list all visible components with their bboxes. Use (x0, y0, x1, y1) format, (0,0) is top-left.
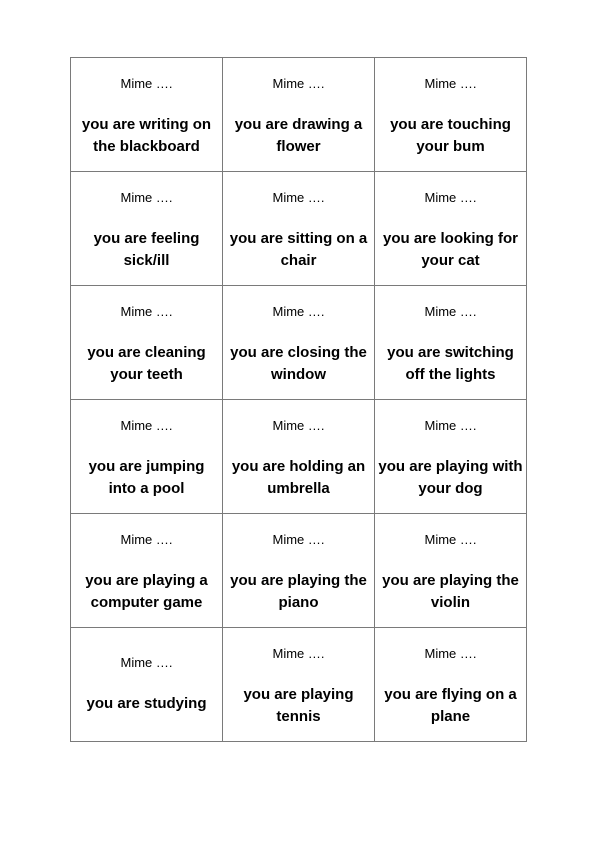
card-prefix: Mime …. (424, 418, 477, 433)
card-action: you are looking for your cat (382, 230, 518, 269)
mime-card (223, 400, 375, 514)
card-action: you are switching off the lights (387, 344, 514, 383)
mime-card (71, 58, 223, 172)
mime-card (223, 514, 375, 628)
mime-card (71, 628, 223, 742)
mime-card (223, 286, 375, 400)
mime-card (223, 58, 375, 172)
card-action: you are playing a computer game (85, 572, 208, 611)
card-action: you are cleaning your teeth (87, 344, 206, 383)
mime-card (71, 286, 223, 400)
card-action: you are writing on the blackboard (81, 116, 212, 155)
card-prefix: Mime …. (424, 646, 477, 661)
card-row (71, 514, 527, 628)
card-prefix: Mime …. (272, 532, 325, 547)
card-prefix: Mime …. (272, 418, 325, 433)
card-prefix: Mime …. (272, 646, 325, 661)
card-prefix: Mime …. (424, 76, 477, 91)
card-prefix: Mime …. (120, 532, 173, 547)
card-row (71, 172, 527, 286)
mime-card (71, 172, 223, 286)
card-action: you are sitting on a chair (229, 230, 368, 269)
card-action: you are playing the piano (230, 572, 367, 611)
mime-card (375, 400, 527, 514)
mime-card (375, 628, 527, 742)
mime-card (375, 286, 527, 400)
card-action: you are closing the window (230, 344, 367, 383)
card-row (71, 58, 527, 172)
card-row (71, 286, 527, 400)
mime-card (375, 58, 527, 172)
mime-card (375, 172, 527, 286)
card-action: you are drawing a flower (234, 116, 363, 155)
card-action: you are playing with your dog (378, 458, 523, 497)
mime-card (71, 514, 223, 628)
card-action: you are flying on a plane (384, 686, 517, 725)
card-action: you are studying (86, 695, 207, 712)
card-prefix: Mime …. (424, 532, 477, 547)
mime-card-grid (70, 57, 527, 742)
card-action: you are feeling sick/ill (93, 230, 200, 269)
card-action: you are playing the violin (382, 572, 519, 611)
card-action: you are playing tennis (243, 686, 354, 725)
card-prefix: Mime …. (120, 418, 173, 433)
card-prefix: Mime …. (272, 76, 325, 91)
mime-card (223, 628, 375, 742)
mime-card (223, 172, 375, 286)
card-prefix: Mime …. (120, 304, 173, 319)
card-row (71, 628, 527, 742)
card-action: you are touching your bum (390, 116, 511, 155)
card-prefix: Mime …. (120, 655, 173, 670)
card-row (71, 400, 527, 514)
card-prefix: Mime …. (424, 304, 477, 319)
card-prefix: Mime …. (424, 190, 477, 205)
card-prefix: Mime …. (120, 76, 173, 91)
mime-card (375, 514, 527, 628)
card-prefix: Mime …. (272, 304, 325, 319)
card-action: you are holding an umbrella (231, 458, 366, 497)
mime-card (71, 400, 223, 514)
card-prefix: Mime …. (120, 190, 173, 205)
card-prefix: Mime …. (272, 190, 325, 205)
card-action: you are jumping into a pool (88, 458, 205, 497)
